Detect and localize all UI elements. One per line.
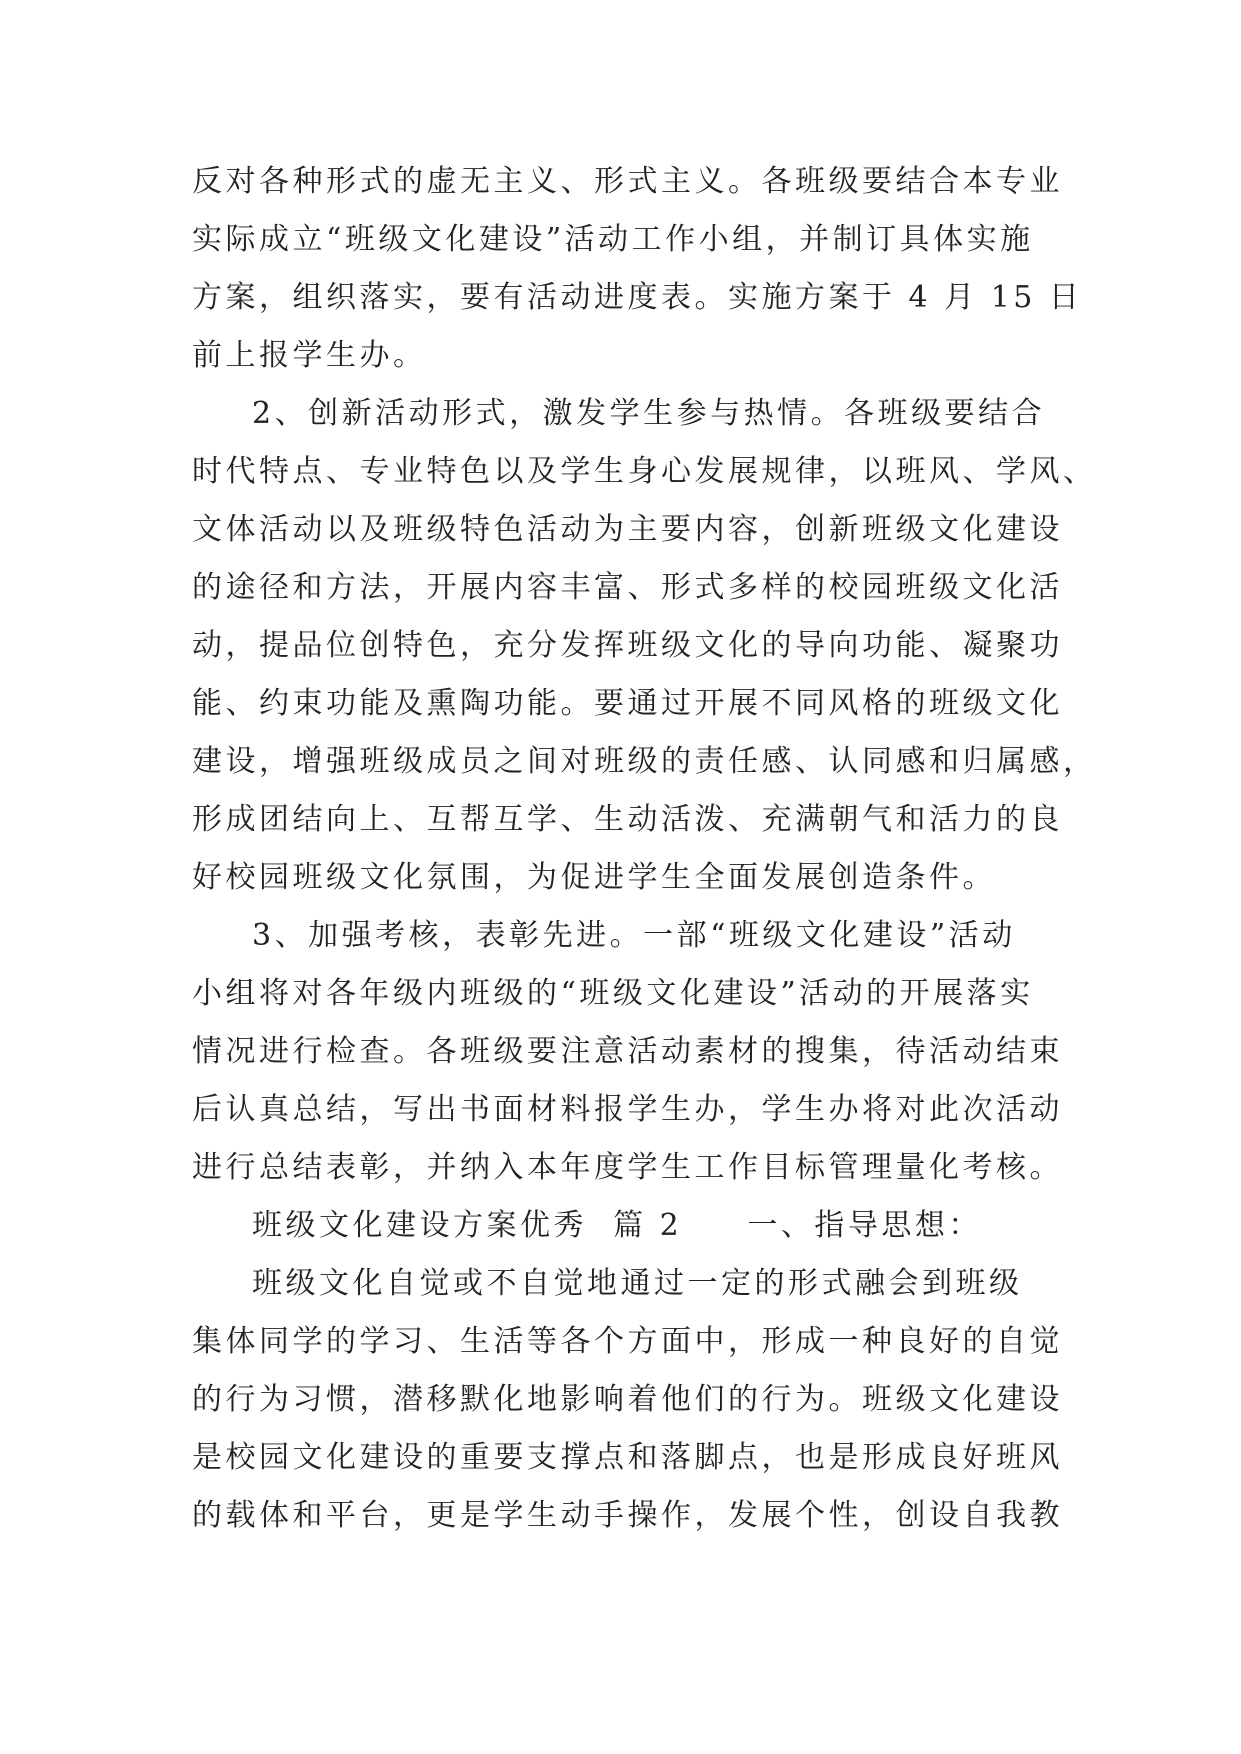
text-line: 进行总结表彰，并纳入本年度学生工作目标管理量化考核。 <box>192 1150 1063 1185</box>
text-line: 集体同学的学习、生活等各个方面中，形成一种良好的自觉 <box>192 1324 1063 1359</box>
text-line: 的行为习惯，潜移默化地影响着他们的行为。班级文化建设 <box>192 1382 1063 1417</box>
text-line: 是校园文化建设的重要支撑点和落脚点，也是形成良好班风 <box>192 1440 1063 1475</box>
text-line: 的载体和平台，更是学生动手操作，发展个性，创设自我教 <box>192 1498 1063 1533</box>
text-line: 建设，增强班级成员之间对班级的责任感、认同感和归属感， <box>192 744 1097 779</box>
text-line: 好校园班级文化氛围，为促进学生全面发展创造条件。 <box>192 860 996 895</box>
text-line: 反对各种形式的虚无主义、形式主义。各班级要结合本专业 <box>192 164 1063 199</box>
text-line: 实际成立“班级文化建设”活动工作小组，并制订具体实施 <box>192 222 1034 257</box>
text-line: 能、约束功能及熏陶功能。要通过开展不同风格的班级文化 <box>192 686 1063 721</box>
text-line: 情况进行检查。各班级要注意活动素材的搜集，待活动结束 <box>192 1034 1063 1069</box>
text-line: 前上报学生办。 <box>192 338 427 373</box>
text-line: 动，提品位创特色，充分发挥班级文化的导向功能、凝聚功 <box>192 628 1063 663</box>
document-body <box>192 153 1097 1545</box>
text-line: 文体活动以及班级特色活动为主要内容，创新班级文化建设 <box>192 512 1063 547</box>
section-heading: 班级文化建设方案优秀 篇 2 一、指导思想： <box>252 1208 982 1243</box>
text-line: 方案，组织落实，要有活动进度表。实施方案于 4 月 15 日 <box>192 280 1083 315</box>
text-line: 2、创新活动形式，激发学生参与热情。各班级要结合 <box>252 396 1046 431</box>
text-line: 3、加强考核，表彰先进。一部“班级文化建设”活动 <box>252 918 1016 953</box>
text-line: 时代特点、专业特色以及学生身心发展规律，以班风、学风、 <box>192 454 1097 489</box>
text-line: 班级文化自觉或不自觉地通过一定的形式融会到班级 <box>252 1266 1023 1301</box>
text-line: 后认真总结，写出书面材料报学生办，学生办将对此次活动 <box>192 1092 1063 1127</box>
text-line: 形成团结向上、互帮互学、生动活泼、充满朝气和活力的良 <box>192 802 1063 837</box>
text-line: 的途径和方法，开展内容丰富、形式多样的校园班级文化活 <box>192 570 1063 605</box>
text-line: 小组将对各年级内班级的“班级文化建设”活动的开展落实 <box>192 976 1034 1011</box>
